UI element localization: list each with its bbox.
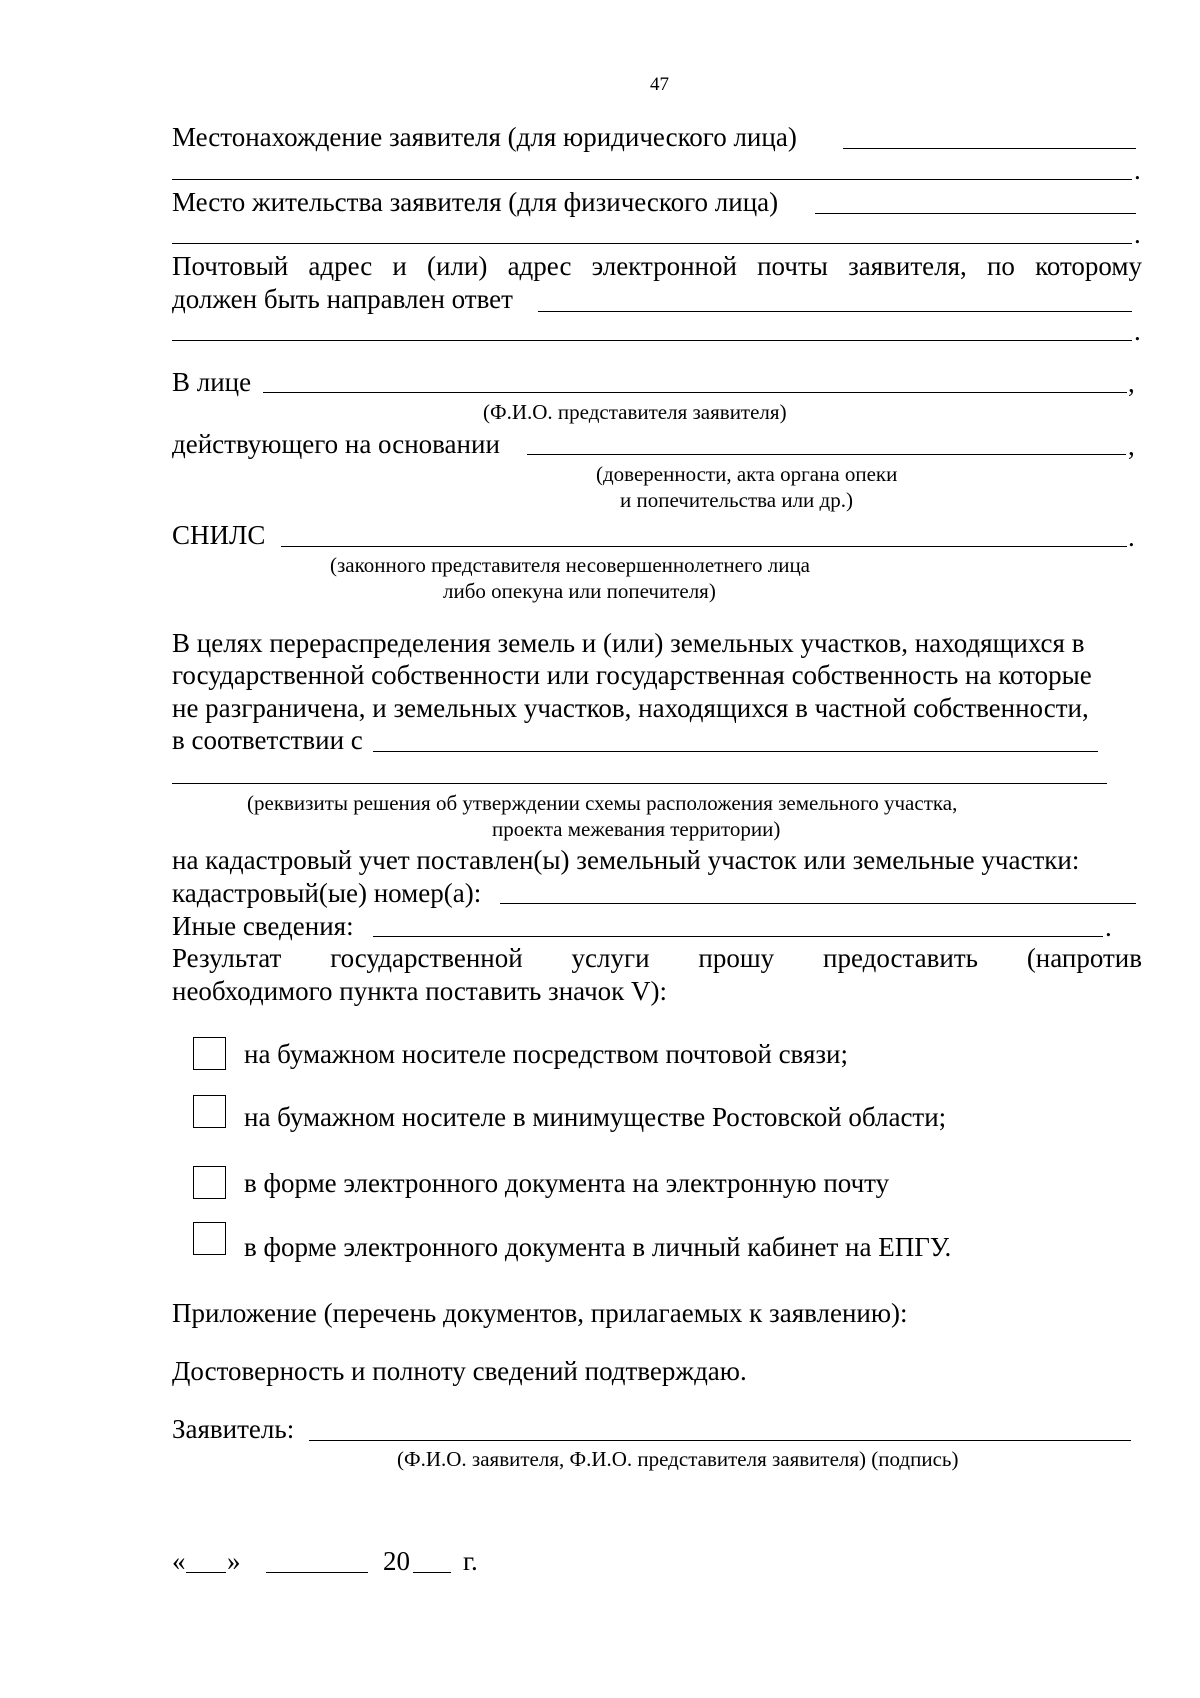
purpose-line-3: не разграничена, и земельных участков, находящихся в частной собственности, [172, 693, 1089, 723]
applicant-label: Заявитель: [172, 1414, 295, 1444]
postal-label-line1: Почтовый адрес и (или) адрес электронной почты заявителя, по которому [172, 251, 1142, 281]
option-label-postal: на бумажном носителе посредством почтовой связи; [244, 1039, 848, 1069]
option-label-ministry: на бумажном носителе в минимуществе Ростовской области; [244, 1102, 947, 1132]
date-month-input[interactable] [266, 1572, 368, 1573]
residence-label: Место жительства заявителя (для физического лица) [172, 187, 779, 217]
cadastral-number-input[interactable] [500, 903, 1136, 904]
basis-label: действующего на основании [172, 429, 500, 459]
option-checkbox-email[interactable] [193, 1166, 226, 1199]
other-info-period: . [1105, 912, 1112, 942]
cadastral-number-label: кадастровый(ые) номер(а): [172, 878, 482, 908]
result-word: (напротив [1026, 943, 1142, 973]
attachments-label: Приложение (перечень документов, прилагаемых к заявлению): [172, 1298, 908, 1328]
location-input[interactable] [843, 148, 1136, 149]
snils-period: . [1128, 522, 1135, 552]
snils-label: СНИЛС [172, 520, 266, 550]
postal-label-line2: должен быть направлен ответ [172, 284, 513, 314]
basis-comma: , [1128, 431, 1135, 461]
purpose-line-4: в соответствии с [172, 725, 363, 755]
location-input-continued[interactable] [172, 179, 1132, 180]
residence-input[interactable] [815, 213, 1136, 214]
option-checkbox-postal[interactable] [193, 1037, 226, 1070]
date-year-prefix: 20 [383, 1546, 410, 1576]
applicant-caption: (Ф.И.О. заявителя, Ф.И.О. представителя заявителя) (подпись) [397, 1447, 959, 1471]
decision-caption-2: проекта межевания территории) [492, 817, 781, 841]
rep-caption: (Ф.И.О. представителя заявителя) [483, 400, 787, 424]
result-word: Результат [172, 943, 282, 973]
other-info-label: Иные сведения: [172, 911, 354, 941]
decision-details-input-continued[interactable] [172, 783, 1107, 784]
option-checkbox-ministry[interactable] [193, 1095, 226, 1128]
applicant-signature-input[interactable] [309, 1440, 1131, 1441]
option-label-email: в форме электронного документа на электронную почту [244, 1168, 890, 1198]
confirm-statement: Достоверность и полноту сведений подтверждаю. [172, 1356, 747, 1386]
basis-caption-2: и попечительства или др.) [620, 488, 853, 512]
snils-input[interactable] [281, 546, 1127, 547]
result-word: прошу [698, 943, 775, 973]
location-label: Местонахождение заявителя (для юридического лица) [172, 122, 797, 152]
rep-comma: , [1128, 368, 1135, 398]
rep-label: В лице [172, 367, 252, 397]
result-line-2: необходимого пункта поставить значок V): [172, 976, 668, 1006]
residence-input-continued[interactable] [172, 243, 1132, 244]
result-line-1 [172, 942, 1142, 974]
other-info-input[interactable] [373, 936, 1103, 937]
option-label-epgu: в форме электронного документа в личный кабинет на ЕПГУ. [244, 1232, 952, 1262]
date-open-quote: « [172, 1546, 186, 1576]
date-close-quote: » [227, 1546, 241, 1576]
basis-input[interactable] [527, 454, 1126, 455]
date-year-input[interactable] [413, 1572, 451, 1573]
rep-input[interactable] [263, 392, 1127, 393]
result-word: предоставить [823, 943, 978, 973]
location-period: . [1134, 155, 1141, 185]
decision-details-input[interactable] [373, 751, 1098, 752]
page-number: 47 [650, 74, 669, 95]
snils-caption-1: (законного представителя несовершеннолетнего лица [330, 553, 811, 577]
basis-caption-1: (доверенности, акта органа опеки [596, 462, 898, 486]
decision-caption-1: (реквизиты решения об утверждении схемы расположения земельного участка, [247, 791, 958, 815]
result-word: услуги [571, 943, 650, 973]
residence-period: . [1134, 219, 1141, 249]
snils-caption-2: либо опекуна или попечителя) [443, 579, 716, 603]
postal-input[interactable] [538, 311, 1132, 312]
postal-input-continued[interactable] [172, 340, 1132, 341]
cadastral-line: на кадастровый учет поставлен(ы) земельный участок или земельные участки: [172, 845, 1080, 875]
option-checkbox-epgu[interactable] [193, 1222, 226, 1255]
purpose-line-1: В целях перераспределения земель и (или) земельных участков, находящихся в [172, 628, 1085, 658]
date-suffix: г. [463, 1546, 478, 1576]
purpose-line-2: государственной собственности или государственная собственность на которые [172, 660, 1092, 690]
result-word: государственной [330, 943, 523, 973]
postal-period: . [1134, 316, 1141, 346]
date-day-input[interactable] [186, 1572, 226, 1573]
